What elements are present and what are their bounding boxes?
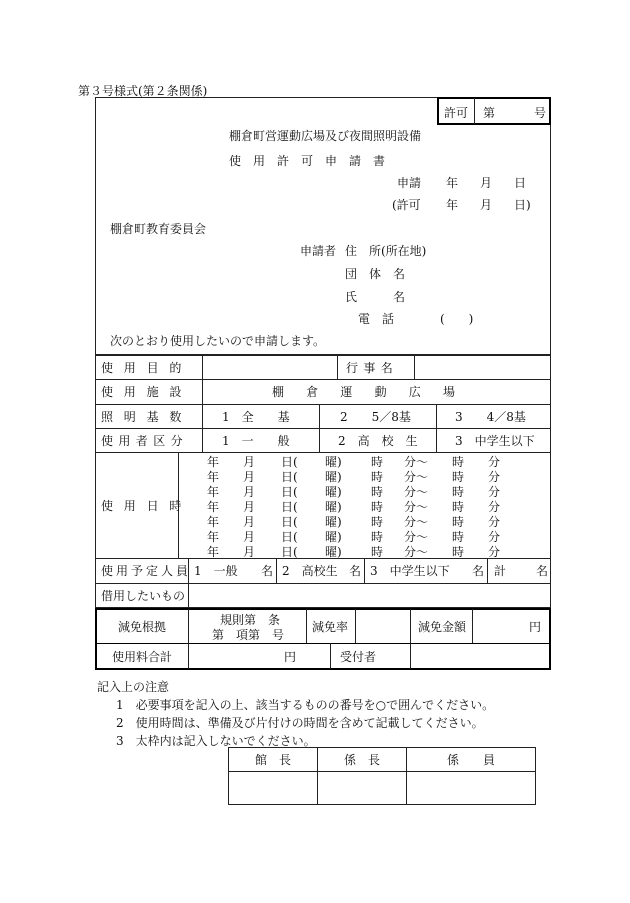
datetime-line-4-part: 分～ xyxy=(404,500,429,514)
note-2: 2 使用時間は、準備及び片付けの時間を含めて記載してください。 xyxy=(116,716,484,730)
planned-junior: 3 中学生以下 xyxy=(370,564,450,578)
reduction-rate-label: 減免率 xyxy=(312,620,349,634)
planned-high: 2 高校生 xyxy=(282,564,338,578)
datetime-line-1-part: 時 xyxy=(371,455,384,469)
datetime-line-6-part: 日( xyxy=(281,530,298,544)
datetime-line-1-part: 日( xyxy=(281,455,298,469)
permit-date-label: (許可 xyxy=(392,198,421,212)
datetime-line-3-part: 時 xyxy=(452,485,465,499)
purpose-label: 使用目的 xyxy=(101,360,193,375)
datetime-line-2-part: 日( xyxy=(281,470,298,484)
datetime-line-4-part: 年 xyxy=(207,500,220,514)
datetime-line-5-part: 曜) xyxy=(325,515,342,529)
datetime-line-4-part: 月 xyxy=(243,500,256,514)
datetime-line-6-part: 時 xyxy=(371,530,384,544)
permit-label: 許可 xyxy=(444,106,469,120)
reduction-amount-yen: 円 xyxy=(529,620,542,634)
datetime-line-1-part: 時 xyxy=(452,455,465,469)
apply-date-label: 申請 xyxy=(397,176,422,190)
planned-total: 計 xyxy=(494,564,507,578)
datetime-line-3-part: 時 xyxy=(371,485,384,499)
applicant-phone: 電 話 xyxy=(358,312,395,326)
datetime-line-3-part: 日( xyxy=(281,485,298,499)
planned-junior-unit: 名 xyxy=(472,564,485,578)
event-name-label: 行事名 xyxy=(346,360,399,375)
datetime-line-7-part: 分 xyxy=(488,545,501,559)
note-3: 3 太枠内は記入しないでください。 xyxy=(116,734,316,748)
datetime-line-5-part: 時 xyxy=(371,515,384,529)
permit-no-suffix: 号 xyxy=(534,106,547,120)
rule-line-2: 第 項第 号 xyxy=(212,628,285,642)
facility-value: 棚倉運動広場 xyxy=(272,385,478,399)
datetime-line-4-part: 日( xyxy=(281,500,298,514)
facility-label: 使用施設 xyxy=(101,385,193,399)
apply-year: 年 xyxy=(446,176,459,190)
datetime-line-2-part: 時 xyxy=(371,470,384,484)
total-fee-label: 使用料合計 xyxy=(112,650,173,664)
datetime-line-7-part: 時 xyxy=(452,545,465,559)
datetime-line-5-part: 分～ xyxy=(404,515,429,529)
datetime-line-2-part: 時 xyxy=(452,470,465,484)
datetime-line-4-part: 時 xyxy=(452,500,465,514)
apply-day: 日 xyxy=(514,176,527,190)
staff-header: 係 員 xyxy=(407,748,536,772)
applicant-address: 住 所(所在地) xyxy=(345,244,427,258)
datetime-line-3-part: 月 xyxy=(243,485,256,499)
datetime-line-2-part: 月 xyxy=(243,470,256,484)
datetime-line-1-part: 月 xyxy=(243,455,256,469)
permit-day: 日) xyxy=(514,198,531,212)
datetime-line-3-part: 曜) xyxy=(325,485,342,499)
datetime-line-1-part: 曜) xyxy=(325,455,342,469)
datetime-line-4-part: 分 xyxy=(488,500,501,514)
total-fee-yen: 円 xyxy=(284,650,297,664)
director-stamp xyxy=(229,772,318,805)
datetime-line-7-part: 年 xyxy=(207,545,220,559)
datetime-line-5-part: 月 xyxy=(243,515,256,529)
datetime-line-5-part: 時 xyxy=(452,515,465,529)
lighting-option-2: 2 5／8基 xyxy=(340,409,411,424)
permit-year: 年 xyxy=(446,198,459,212)
datetime-line-5-part: 日( xyxy=(281,515,298,529)
datetime-line-6-part: 曜) xyxy=(325,530,342,544)
datetime-line-4-part: 時 xyxy=(371,500,384,514)
reduction-basis-label: 減免根拠 xyxy=(118,620,167,634)
datetime-line-6-part: 分 xyxy=(488,530,501,544)
staff-stamp xyxy=(407,772,536,805)
statement: 次のとおり使用したいので申請します。 xyxy=(110,334,326,348)
planned-general: 1 一般 xyxy=(194,564,238,578)
datetime-line-3-part: 分 xyxy=(488,485,501,499)
datetime-label: 使用日時 xyxy=(101,498,193,513)
reduction-amount-label: 減免金額 xyxy=(418,620,467,634)
applicant-name: 氏 名 xyxy=(345,290,406,304)
datetime-line-5-part: 分 xyxy=(488,515,501,529)
borrow-label: 借用したいもの xyxy=(101,589,186,603)
datetime-line-6-part: 月 xyxy=(243,530,256,544)
datetime-line-3-part: 年 xyxy=(207,485,220,499)
apply-month: 月 xyxy=(480,176,493,190)
receiver-label: 受付者 xyxy=(340,650,377,664)
datetime-line-2-part: 年 xyxy=(207,470,220,484)
datetime-line-1-part: 分～ xyxy=(404,455,429,469)
datetime-line-7-part: 分～ xyxy=(404,545,429,559)
applicant-phone-paren: ( ) xyxy=(440,312,474,326)
applicant-org: 団 体 名 xyxy=(345,267,406,281)
datetime-line-7-part: 月 xyxy=(243,545,256,559)
addressee: 棚倉町教育委員会 xyxy=(110,222,207,236)
permit-month: 月 xyxy=(480,198,493,212)
datetime-line-2-part: 分～ xyxy=(404,470,429,484)
applicant-prefix: 申請者 xyxy=(300,244,337,258)
user-class-option-2: 2 高 校 生 xyxy=(338,433,418,448)
datetime-line-7-part: 曜) xyxy=(325,545,342,559)
user-class-option-1: 1 一 般 xyxy=(222,433,290,448)
datetime-line-2-part: 曜) xyxy=(325,470,342,484)
lighting-option-1: 1 全 基 xyxy=(222,409,290,424)
form-title-line2: 使 用 許 可 申 請 書 xyxy=(229,154,386,168)
lighting-option-3: 3 4／8基 xyxy=(455,409,526,424)
datetime-line-7-part: 日( xyxy=(281,545,298,559)
chief-stamp xyxy=(318,772,407,805)
planned-general-unit: 名 xyxy=(261,564,274,578)
datetime-line-1-part: 分 xyxy=(488,455,501,469)
datetime-line-6-part: 年 xyxy=(207,530,220,544)
planned-high-unit: 名 xyxy=(349,564,362,578)
datetime-line-5-part: 年 xyxy=(207,515,220,529)
rule-line-1: 規則第 条 xyxy=(220,613,281,627)
director-header: 館 長 xyxy=(229,748,318,772)
datetime-line-7-part: 時 xyxy=(371,545,384,559)
datetime-line-2-part: 分 xyxy=(488,470,501,484)
lighting-label: 照明基数 xyxy=(101,409,193,424)
chief-header: 係 長 xyxy=(318,748,407,772)
datetime-line-6-part: 分～ xyxy=(404,530,429,544)
form-number: 第３号様式(第２条関係) xyxy=(78,84,208,98)
datetime-line-4-part: 曜) xyxy=(325,500,342,514)
approval-stamp-table xyxy=(228,747,536,805)
user-class-option-3: 3 中学生以下 xyxy=(455,433,535,448)
user-class-label: 使用者区分 xyxy=(101,433,189,448)
permit-no-prefix: 第 xyxy=(483,106,496,120)
form-title-line1: 棚倉町営運動広場及び夜間照明設備 xyxy=(229,129,422,143)
notes-heading: 記入上の注意 xyxy=(97,680,170,694)
datetime-line-6-part: 時 xyxy=(452,530,465,544)
planned-people-label: 使用予定人員 xyxy=(101,564,192,578)
datetime-line-3-part: 分～ xyxy=(404,485,429,499)
datetime-line-1-part: 年 xyxy=(207,455,220,469)
note-1: 1 必要事項を記入の上、該当するものの番号を○で囲んでください。 xyxy=(116,698,495,712)
planned-total-unit: 名 xyxy=(536,564,549,578)
